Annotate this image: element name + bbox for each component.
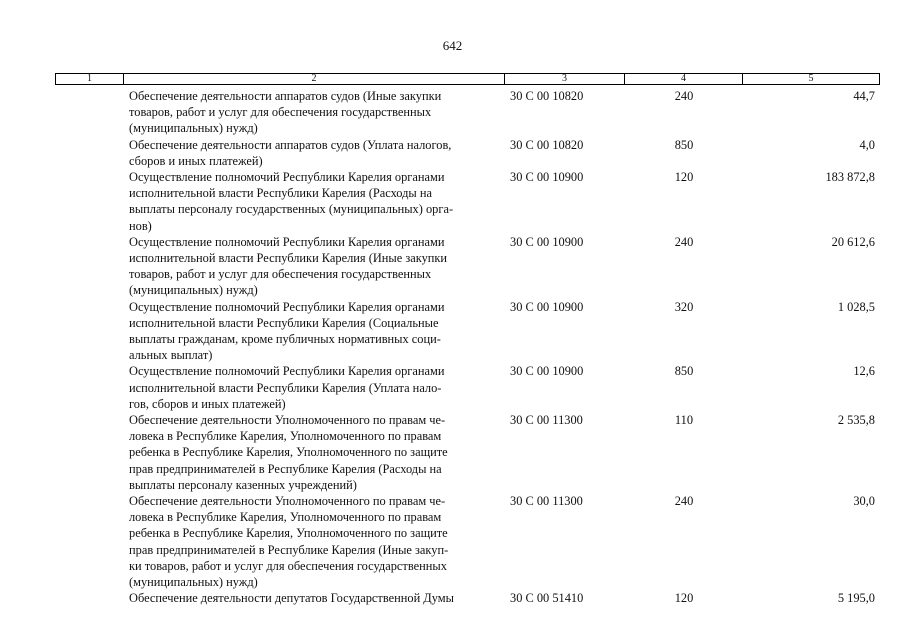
- row-expense-type: 320: [674, 299, 694, 314]
- row-code: 30 С 00 10900: [510, 364, 584, 379]
- table-body: [0, 88, 905, 606]
- row-code: 30 С 00 10820: [510, 137, 584, 152]
- row-description: Обеспечение деятельности аппаратов судов (Иные закупки товаров, работ и услуг для обеспечения государственных (муниципальных) нужд): [129, 89, 442, 136]
- row-amount: 30,0: [853, 493, 875, 508]
- table-row: [0, 169, 905, 234]
- row-code: 30 С 00 10820: [510, 89, 584, 103]
- table-row: [0, 88, 905, 137]
- row-expense-type: 110: [674, 412, 694, 427]
- table-row: [0, 412, 905, 493]
- row-amount: 2 535,8: [837, 412, 875, 427]
- row-description: Обеспечение деятельности депутатов Государственной Думы: [129, 591, 454, 606]
- row-description: Обеспечение деятельности аппаратов судов (Уплата налогов, сборов и иных платежей): [129, 137, 452, 168]
- header-col-2: 2: [124, 74, 505, 84]
- row-amount: 20 612,6: [831, 234, 875, 249]
- row-description: Осуществление полномочий Республики Карелия органами исполнительной власти Республики Карелия (Уплата нало- гов, сборов и иных платежей): [129, 364, 445, 411]
- row-amount: 1 028,5: [837, 299, 875, 314]
- row-expense-type: 850: [674, 137, 694, 152]
- header-col-3: 3: [505, 74, 625, 84]
- row-expense-type: 240: [674, 89, 694, 103]
- row-expense-type: 120: [674, 591, 694, 606]
- row-amount: 183 872,8: [825, 169, 875, 184]
- row-amount: 44,7: [853, 89, 875, 103]
- row-amount: 4,0: [859, 137, 875, 152]
- row-description: Обеспечение деятельности Уполномоченного по правам че- ловека в Республике Карелия, Уполномоченного по правам ребенка в Республике Карелия, Уполномоченного по защите прав предпринимателей в Республике Карелия (Иные закуп- ки товаров, работ и услуг для обеспечения государственных (муниципальных) нужд): [129, 493, 449, 589]
- row-code: 30 С 00 51410: [510, 591, 584, 606]
- row-expense-type: 120: [674, 169, 694, 184]
- table-row: [0, 137, 905, 169]
- row-description: Осуществление полномочий Республики Карелия органами исполнительной власти Республики Карелия (Иные закупки товаров, работ и услуг для обеспечения государственных (муниципальных) нужд): [129, 234, 448, 298]
- row-expense-type: 240: [674, 493, 694, 508]
- table-row: [0, 493, 905, 590]
- table-row: [0, 590, 905, 606]
- row-expense-type: 240: [674, 234, 694, 249]
- table-row: [0, 299, 905, 364]
- table-row: [0, 363, 905, 412]
- header-col-4: 4: [625, 74, 743, 84]
- row-amount: 12,6: [853, 364, 875, 379]
- table-header: [55, 73, 880, 85]
- row-code: 30 С 00 10900: [510, 169, 584, 184]
- row-expense-type: 850: [674, 364, 694, 379]
- row-code: 30 С 00 11300: [510, 412, 583, 427]
- row-code: 30 С 00 10900: [510, 299, 584, 314]
- header-col-5: 5: [808, 73, 814, 84]
- table-row: [0, 234, 905, 299]
- row-code: 30 С 00 10900: [510, 234, 584, 249]
- row-description: Осуществление полномочий Республики Карелия органами исполнительной власти Республики Карелия (Социальные выплаты гражданам, кроме публичных нормативных соци- альных выплат): [129, 299, 445, 363]
- page-number: 642: [442, 38, 463, 53]
- row-description: Осуществление полномочий Республики Карелия органами исполнительной власти Республики Карелия (Расходы на выплаты персоналу государственных (муниципальных) орга- нов): [129, 169, 454, 233]
- row-amount: 5 195,0: [837, 591, 875, 606]
- row-code: 30 С 00 11300: [510, 493, 583, 508]
- header-col-1: 1: [56, 74, 124, 84]
- row-description: Обеспечение деятельности Уполномоченного по правам че- ловека в Республике Карелия, Уполномоченного по правам ребенка в Республике Карелия, Уполномоченного по защите прав предпринимателей в Республике Карелия (Расходы на выплаты персоналу казенных учреждений): [129, 412, 448, 492]
